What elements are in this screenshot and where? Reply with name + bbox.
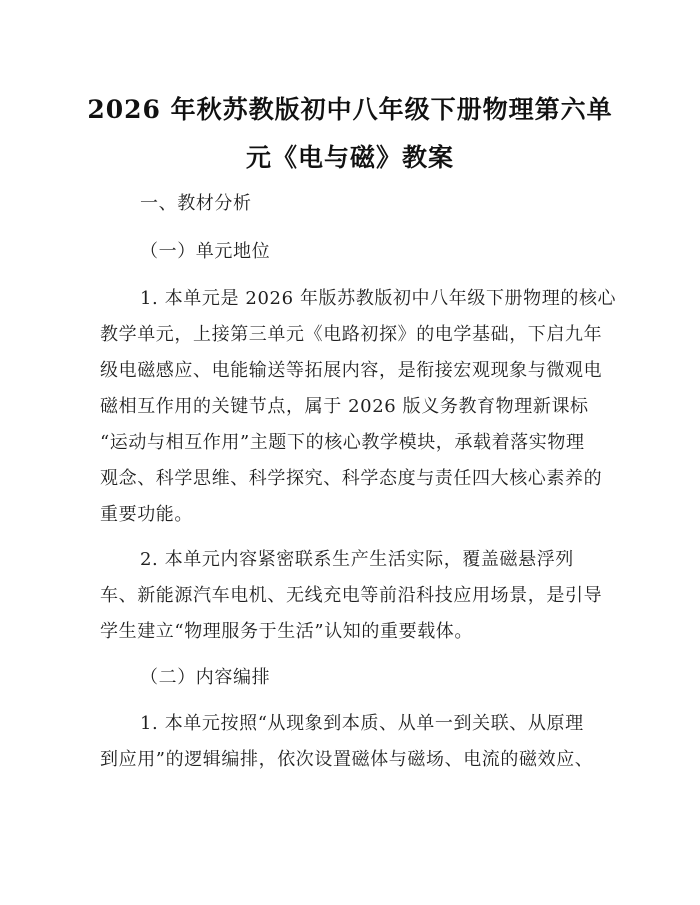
subsection-heading-unit-position: （一）单元地位: [140, 241, 271, 262]
section-heading-textbook-analysis: 一、教材分析: [140, 193, 252, 214]
paragraph-line: 2. 本单元内容紧密联系生产生活实际，覆盖磁悬浮列: [140, 549, 574, 570]
paragraph-line: 磁相互作用的关键节点，属于 2026 版义务教育物理新课标: [100, 396, 589, 417]
paragraph-line: 1. 本单元是 2026 年版苏教版初中八年级下册物理的核心: [140, 288, 617, 309]
paragraph-line: 学生建立“物理服务于生活”认知的重要载体。: [100, 621, 474, 642]
paragraph-line: 观念、科学思维、科学探究、科学态度与责任四大核心素养的: [100, 468, 603, 489]
paragraph-line: 到应用”的逻辑编排，依次设置磁体与磁场、电流的磁效应、: [100, 749, 594, 770]
paragraph-line: 1. 本单元按照“从现象到本质、从单一到关联、从原理: [140, 713, 584, 734]
paragraph-line: 级电磁感应、电能输送等拓展内容，是衔接宏观现象与微观电: [100, 360, 603, 381]
paragraph-line: “运动与相互作用”主题下的核心教学模块，承载着落实物理: [100, 432, 585, 453]
paragraph-line: 教学单元，上接第三单元《电路初探》的电学基础，下启九年: [100, 324, 603, 345]
paragraph-line: 重要功能。: [100, 504, 193, 525]
document-title-line-2: 元《电与磁》教案: [245, 143, 454, 172]
document-title-line-1: 2026 年秋苏教版初中八年级下册物理第六单: [87, 95, 613, 124]
paragraph-line: 车、新能源汽车电机、无线充电等前沿科技应用场景，是引导: [100, 585, 603, 606]
subsection-heading-content-arrangement: （二）内容编排: [140, 667, 271, 688]
